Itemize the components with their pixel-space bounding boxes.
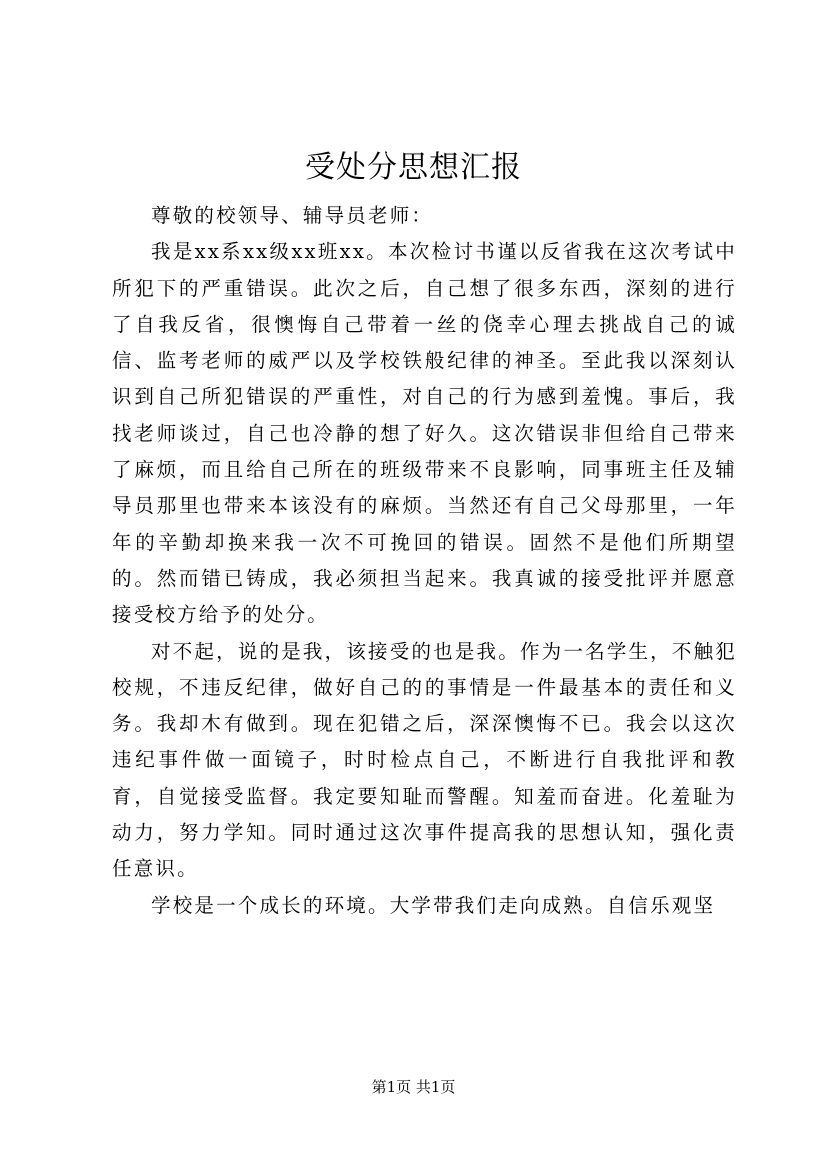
paragraph-3: 学校是一个成长的环境。大学带我们走向成熟。自信乐观坚 xyxy=(151,893,716,917)
salutation: 尊敬的校领导、辅导员老师： xyxy=(151,204,434,227)
document-body xyxy=(112,198,737,924)
page-footer: 第1页 共1页 xyxy=(371,1078,456,1096)
paragraph-2: 对不起，说的是我，该接受的也是我。作为一名学生，不触犯校规，不违反纪律，做好自己的的事情是一件最基本的责任和义务。我却木有做到。现在犯错之后，深深懊悔不已。我会以这次违纪事件做一面镜子，时时检点自己，不断进行自我批评和教育，自觉接受监督。我定要知耻而警醒。知羞而奋进。化羞耻为动力，努力学知。同时通过这次事件提高我的思想认知，强化责任意识。 xyxy=(112,639,737,881)
document-title: 受处分思想汇报 xyxy=(305,150,522,185)
paragraph-1: 我是xx系xx级xx班xx。本次检讨书谨以反省我在这次考试中所犯下的严重错误。此次之后，自己想了很多东西，深刻的进行了自我反省，很懊悔自己带着一丝的侥幸心理去挑战自己的诚信、监考老师的威严以及学校铁般纪律的神圣。至此我以深刻认识到自己所犯错误的严重性，对自己的行为感到羞愧。事后，我找老师谈过，自己也冷静的想了好久。这次错误非但给自己带来了麻烦，而且给自己所在的班级带来不良影响，同事班主任及辅导员那里也带来本该没有的麻烦。当然还有自己父母那里，一年年的辛勤却换来我一次不可挽回的错误。固然不是他们所期望的。然而错已铸成，我必须担当起来。我真诚的接受批评并愿意接受校方给予的处分。 xyxy=(112,240,737,627)
